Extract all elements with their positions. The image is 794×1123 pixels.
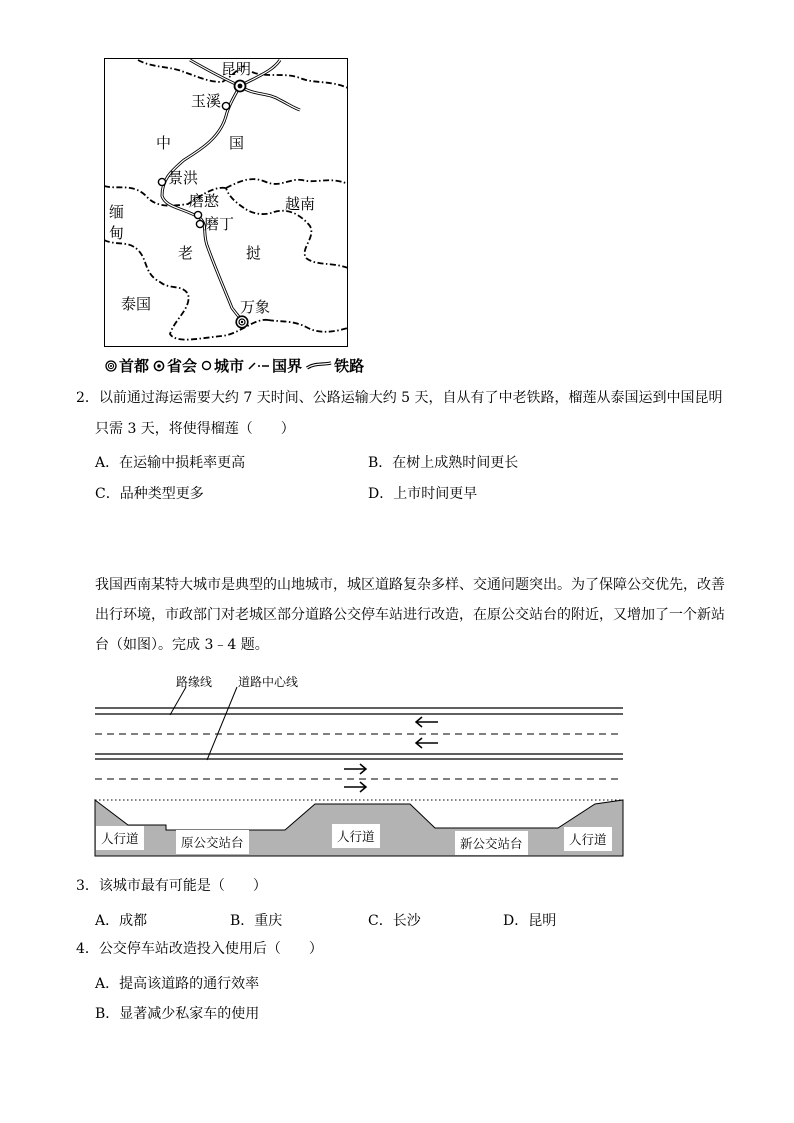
city-label-boten: 磨丁	[204, 215, 235, 233]
legend-city-label: 城市	[214, 357, 245, 375]
question-4-option-a[interactable]: A．提高该道路的通行效率	[95, 976, 260, 992]
question-3-stem: 3．该城市最有可能是（ ）	[76, 878, 267, 894]
legend-provincial-capital-label: 省会	[167, 357, 198, 375]
question-2-option-d[interactable]: D．上市时间更早	[368, 486, 478, 502]
arrows-left	[416, 717, 438, 748]
arrows-right	[344, 764, 366, 792]
legend-railway-label: 铁路	[334, 357, 365, 375]
city-label-mohan: 磨憨	[189, 192, 220, 210]
capital-icon	[236, 316, 248, 328]
country-label-myanmar-1: 缅	[109, 203, 125, 221]
country-label-myanmar-2: 甸	[109, 224, 125, 242]
country-label-laos-2: 挝	[246, 244, 262, 262]
border-line-icon	[248, 360, 270, 372]
city-icon	[222, 102, 229, 109]
country-label-laos-1: 老	[178, 244, 194, 262]
legend-capital-label: 首都	[119, 357, 150, 375]
sidewalk-left-label: 人行道	[96, 826, 144, 850]
question-3-option-d[interactable]: D．昆明	[503, 913, 557, 929]
question-3-option-c[interactable]: C．长沙	[368, 913, 421, 929]
capital-icon	[105, 360, 117, 372]
city-label-vientiane: 万象	[240, 298, 271, 316]
city-icon	[196, 220, 203, 227]
railway-line-icon	[306, 360, 332, 372]
country-label-thailand: 泰国	[121, 295, 152, 313]
country-label-vietnam: 越南	[285, 195, 316, 213]
curb-line-label: 路缘线	[176, 675, 213, 689]
passage-text: 我国西南某特大城市是典型的山地城市，城区道路复杂多样、交通问题突出。为了保障公交优先，改善出行环境，市政部门对老城区部分道路公交停车站进行改造，在原公交站台的附近，又增加了一个新站台（如图）。完成 3﹣4 题。	[95, 577, 725, 653]
city-icon	[194, 211, 201, 218]
legend-provincial-capital	[153, 355, 197, 376]
map-legend	[105, 355, 364, 376]
question-3-option-a[interactable]: A．成都	[95, 913, 148, 929]
question-2-stem-line1: 2．以前通过海运需要大约 7 天时间、公路运输大约 5 天，自从有了中老铁路，榴莲从泰国运到中国昆明	[76, 390, 723, 406]
question-4-stem: 4．公交停车站改造投入使用后（ ）	[76, 941, 323, 957]
border-line	[268, 320, 348, 332]
city-label-yuxi: 玉溪	[191, 92, 222, 110]
city-label-jinghong: 景洪	[168, 169, 199, 187]
legend-capital	[105, 355, 149, 376]
question-2-stem-line2: 只需 3 天，将使得榴莲（ ）	[95, 421, 295, 437]
border-line	[252, 72, 348, 88]
question-2-option-c[interactable]: C．品种类型更多	[95, 486, 204, 502]
border-line	[226, 179, 348, 188]
country-label-china-2: 国	[229, 134, 245, 152]
sidewalk-middle-label: 人行道	[332, 824, 380, 848]
old-station-label: 原公交站台	[176, 830, 249, 854]
city-label-kunming: 昆明	[221, 60, 252, 78]
country-label-china-1: 中	[156, 134, 172, 152]
provincial-capital-icon	[235, 81, 246, 92]
city-icon	[158, 178, 165, 185]
new-station-label: 新公交站台	[455, 831, 528, 855]
legend-city	[201, 355, 244, 376]
center-line-label: 道路中心线	[238, 675, 299, 689]
sidewalk-right-label: 人行道	[564, 827, 612, 851]
city-icon	[201, 360, 212, 371]
border-line	[226, 188, 244, 208]
question-3-option-b[interactable]: B．重庆	[230, 913, 283, 929]
legend-border	[248, 355, 302, 376]
question-2-option-a[interactable]: A．在运输中损耗率更高	[95, 455, 246, 471]
question-2-option-b[interactable]: B．在树上成熟时间更长	[368, 455, 519, 471]
question-4-option-b[interactable]: B．显著减少私家车的使用	[95, 1006, 260, 1022]
legend-railway	[306, 355, 364, 376]
provincial-capital-icon	[153, 360, 165, 372]
legend-border-label: 国界	[272, 357, 303, 375]
